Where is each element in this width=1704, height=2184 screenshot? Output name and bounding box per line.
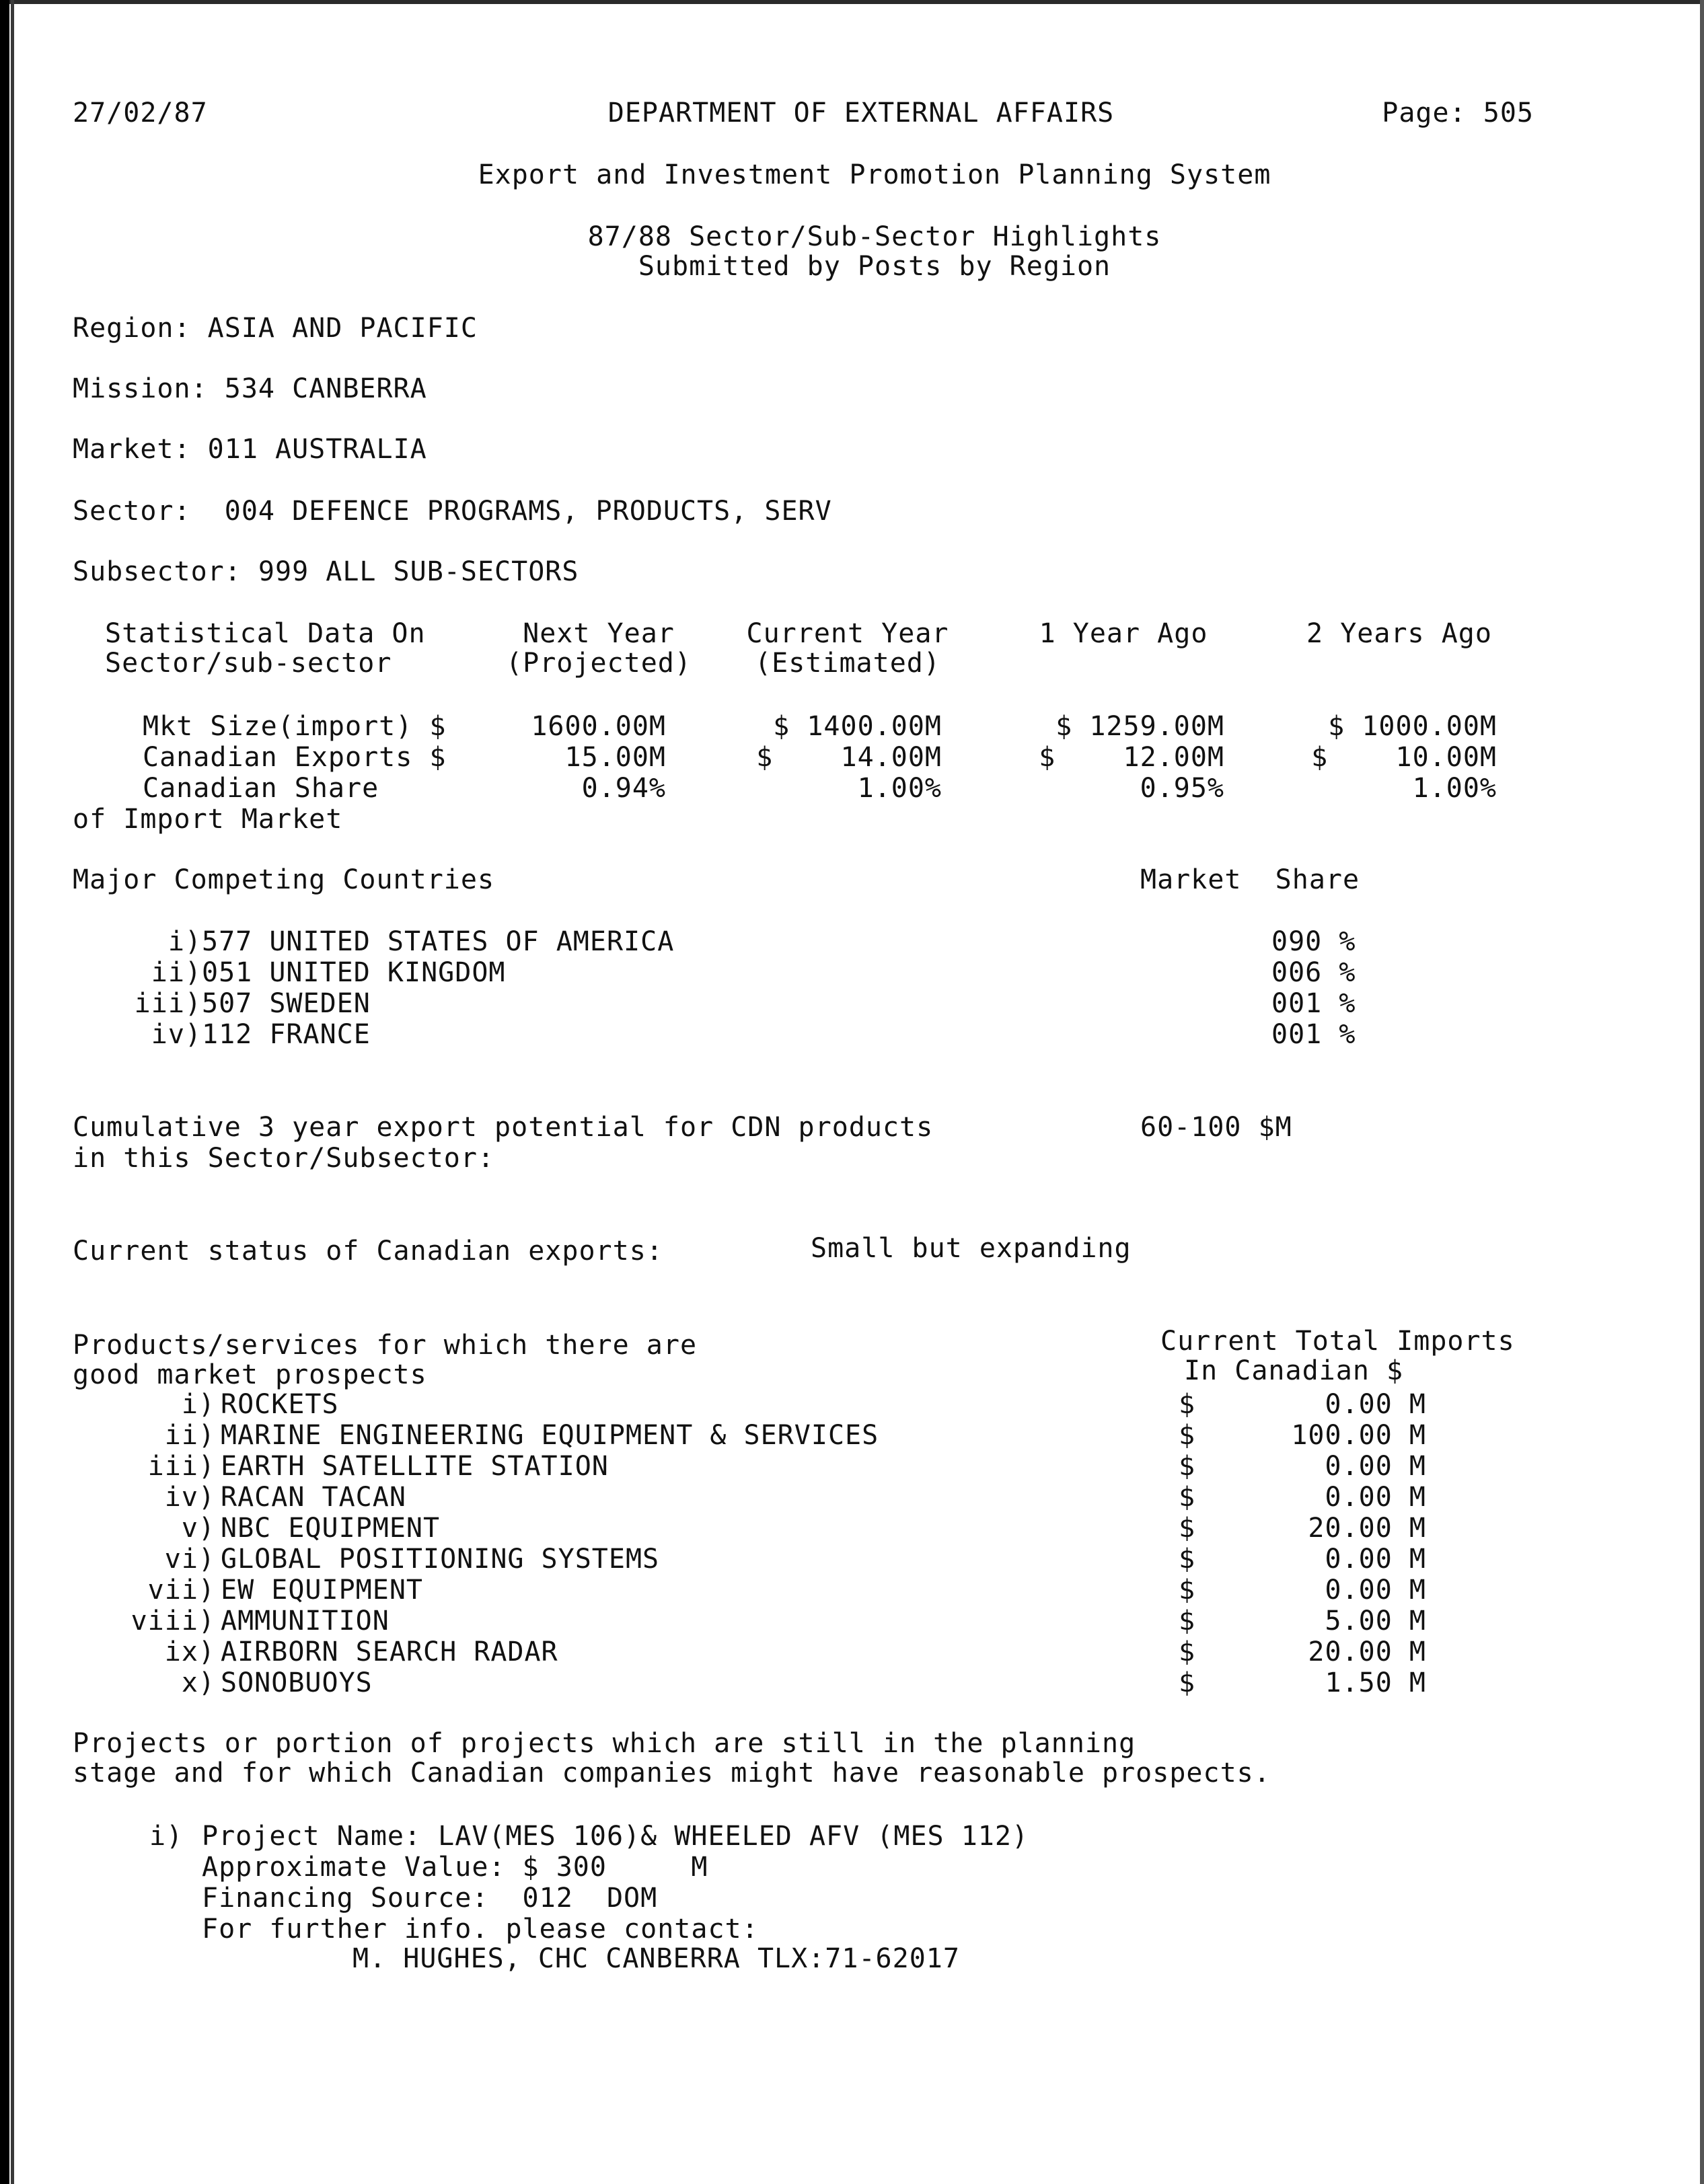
- market-field: Market: 011 AUSTRALIA: [73, 434, 427, 465]
- competitor-country: 507 SWEDEN: [202, 988, 371, 1019]
- project-contact: M. HUGHES, CHC CANBERRA TLX:71-62017: [353, 1943, 960, 1974]
- row-label-mkt-size: Mkt Size(import) $: [143, 711, 447, 742]
- product-currency: $: [1179, 1420, 1196, 1451]
- product-name: AMMUNITION: [221, 1606, 390, 1636]
- cell-mkt-size-next: 1600.00M: [531, 711, 666, 742]
- potential-label-line2: in this Sector/Subsector:: [73, 1143, 495, 1174]
- sector-field: Sector: 004 DEFENCE PROGRAMS, PRODUCTS, SERV: [73, 496, 832, 527]
- mission-field: Mission: 534 CANBERRA: [73, 373, 427, 404]
- product-name: EARTH SATELLITE STATION: [221, 1451, 609, 1482]
- product-index: iv): [164, 1482, 215, 1513]
- page-number: Page: 505: [1382, 98, 1534, 128]
- competitor-index: ii): [151, 957, 202, 988]
- product-index: i): [181, 1389, 215, 1420]
- cell-share-1yr: 0.95%: [1140, 773, 1224, 804]
- product-currency: $: [1179, 1636, 1196, 1667]
- project-contact-label: For further info. please contact:: [202, 1914, 759, 1945]
- col-2-years-ago: 2 Years Ago: [1306, 618, 1492, 649]
- potential-value: 60-100 $M: [1140, 1112, 1292, 1143]
- product-import-value: 1.50 M: [1325, 1667, 1426, 1698]
- product-currency: $: [1179, 1513, 1196, 1544]
- system-title: Export and Investment Promotion Planning System: [478, 159, 1271, 190]
- scan-edge-left-inner: [11, 0, 14, 2184]
- col-next-year: Next Year: [523, 618, 675, 649]
- status-value: Small but expanding: [811, 1233, 1132, 1264]
- product-index: ii): [164, 1420, 215, 1451]
- row-label-canadian-share: Canadian Share: [143, 773, 379, 804]
- cell-share-2yr: 1.00%: [1412, 773, 1497, 804]
- competitor-share: 090 %: [1271, 926, 1356, 957]
- col-current-year: Current Year: [746, 618, 949, 649]
- cell-share-current: 1.00%: [857, 773, 942, 804]
- project-financing: Financing Source: 012 DOM: [202, 1883, 658, 1914]
- report-title: 87/88 Sector/Sub-Sector Highlights: [587, 221, 1162, 252]
- imports-heading-line1: Current Total Imports: [1160, 1326, 1515, 1357]
- stats-heading-line1: Statistical Data On: [105, 618, 426, 649]
- product-index: x): [181, 1667, 215, 1698]
- row-label-canadian-exports: Canadian Exports $: [143, 742, 447, 773]
- product-name: SONOBUOYS: [221, 1667, 373, 1698]
- product-currency: $: [1179, 1575, 1196, 1606]
- product-currency: $: [1179, 1544, 1196, 1575]
- cell-share-next: 0.94%: [581, 773, 666, 804]
- product-import-value: 100.00 M: [1291, 1420, 1426, 1451]
- product-index: vi): [164, 1544, 215, 1575]
- product-currency: $: [1179, 1606, 1196, 1636]
- department-title: DEPARTMENT OF EXTERNAL AFFAIRS: [607, 98, 1115, 128]
- project-index: i): [149, 1821, 184, 1852]
- subsector-field: Subsector: 999 ALL SUB-SECTORS: [73, 556, 579, 587]
- product-import-value: 0.00 M: [1325, 1575, 1426, 1606]
- scan-edge-left: [0, 0, 9, 2184]
- cell-exports-current: $ 14.00M: [756, 742, 942, 773]
- product-currency: $: [1179, 1482, 1196, 1513]
- projects-intro-line1: Projects or portion of projects which are still in the planning: [73, 1728, 1136, 1759]
- competitor-share: 001 %: [1271, 988, 1356, 1019]
- products-heading-line1: Products/services for which there are: [73, 1330, 698, 1361]
- scan-edge-right: [1700, 0, 1704, 2184]
- product-index: iii): [147, 1451, 215, 1482]
- project-value: Approximate Value: $ 300 M: [202, 1852, 708, 1883]
- competitor-index: i): [168, 926, 202, 957]
- product-name: GLOBAL POSITIONING SYSTEMS: [221, 1544, 660, 1575]
- competitor-country: 577 UNITED STATES OF AMERICA: [202, 926, 675, 957]
- potential-label-line1: Cumulative 3 year export potential for CDN products: [73, 1112, 934, 1143]
- cell-exports-1yr: $ 12.00M: [1039, 742, 1224, 773]
- cell-exports-2yr: $ 10.00M: [1311, 742, 1497, 773]
- competitor-share: 001 %: [1271, 1019, 1356, 1050]
- products-heading-line2: good market prospects: [73, 1359, 427, 1390]
- product-index: ix): [164, 1636, 215, 1667]
- stats-heading-line2: Sector/sub-sector: [105, 648, 392, 679]
- project-name: Project Name: LAV(MES 106)& WHEELED AFV (MES 112): [202, 1821, 1029, 1852]
- competitors-heading: Major Competing Countries: [73, 864, 495, 895]
- cell-mkt-size-1yr: $ 1259.00M: [1055, 711, 1224, 742]
- col-current-year-sub: (Estimated): [755, 648, 940, 679]
- imports-heading-line2: In Canadian $: [1184, 1355, 1404, 1386]
- cell-mkt-size-current: $ 1400.00M: [773, 711, 942, 742]
- product-import-value: 0.00 M: [1325, 1482, 1426, 1513]
- product-import-value: 20.00 M: [1308, 1513, 1426, 1544]
- product-import-value: 5.00 M: [1325, 1606, 1426, 1636]
- product-currency: $: [1179, 1451, 1196, 1482]
- region-field: Region: ASIA AND PACIFIC: [73, 313, 478, 344]
- product-currency: $: [1179, 1667, 1196, 1698]
- competitor-index: iii): [134, 988, 202, 1019]
- product-name: NBC EQUIPMENT: [221, 1513, 441, 1544]
- product-index: viii): [131, 1606, 215, 1636]
- status-label: Current status of Canadian exports:: [73, 1236, 663, 1267]
- product-import-value: 0.00 M: [1325, 1544, 1426, 1575]
- product-name: AIRBORN SEARCH RADAR: [221, 1636, 558, 1667]
- product-name: MARINE ENGINEERING EQUIPMENT & SERVICES: [221, 1420, 879, 1451]
- product-import-value: 0.00 M: [1325, 1389, 1426, 1420]
- product-index: v): [181, 1513, 215, 1544]
- market-share-heading: Market Share: [1140, 864, 1360, 895]
- product-name: RACAN TACAN: [221, 1482, 406, 1513]
- cell-exports-next: 15.00M: [564, 742, 666, 773]
- competitor-country: 112 FRANCE: [202, 1019, 371, 1050]
- scan-edge-top: [0, 0, 1704, 4]
- col-next-year-sub: (Projected): [506, 648, 692, 679]
- projects-intro-line2: stage and for which Canadian companies might have reasonable prospects.: [73, 1758, 1271, 1788]
- report-date: 27/02/87: [73, 98, 208, 128]
- competitor-share: 006 %: [1271, 957, 1356, 988]
- report-subtitle: Submitted by Posts by Region: [638, 251, 1111, 282]
- competitor-index: iv): [151, 1019, 202, 1050]
- product-import-value: 0.00 M: [1325, 1451, 1426, 1482]
- col-1-year-ago: 1 Year Ago: [1039, 618, 1208, 649]
- competitor-country: 051 UNITED KINGDOM: [202, 957, 506, 988]
- product-name: EW EQUIPMENT: [221, 1575, 423, 1606]
- product-name: ROCKETS: [221, 1389, 339, 1420]
- product-index: vii): [147, 1575, 215, 1606]
- product-import-value: 20.00 M: [1308, 1636, 1426, 1667]
- row-label-import-market: of Import Market: [73, 804, 343, 835]
- product-currency: $: [1179, 1389, 1196, 1420]
- cell-mkt-size-2yr: $ 1000.00M: [1328, 711, 1497, 742]
